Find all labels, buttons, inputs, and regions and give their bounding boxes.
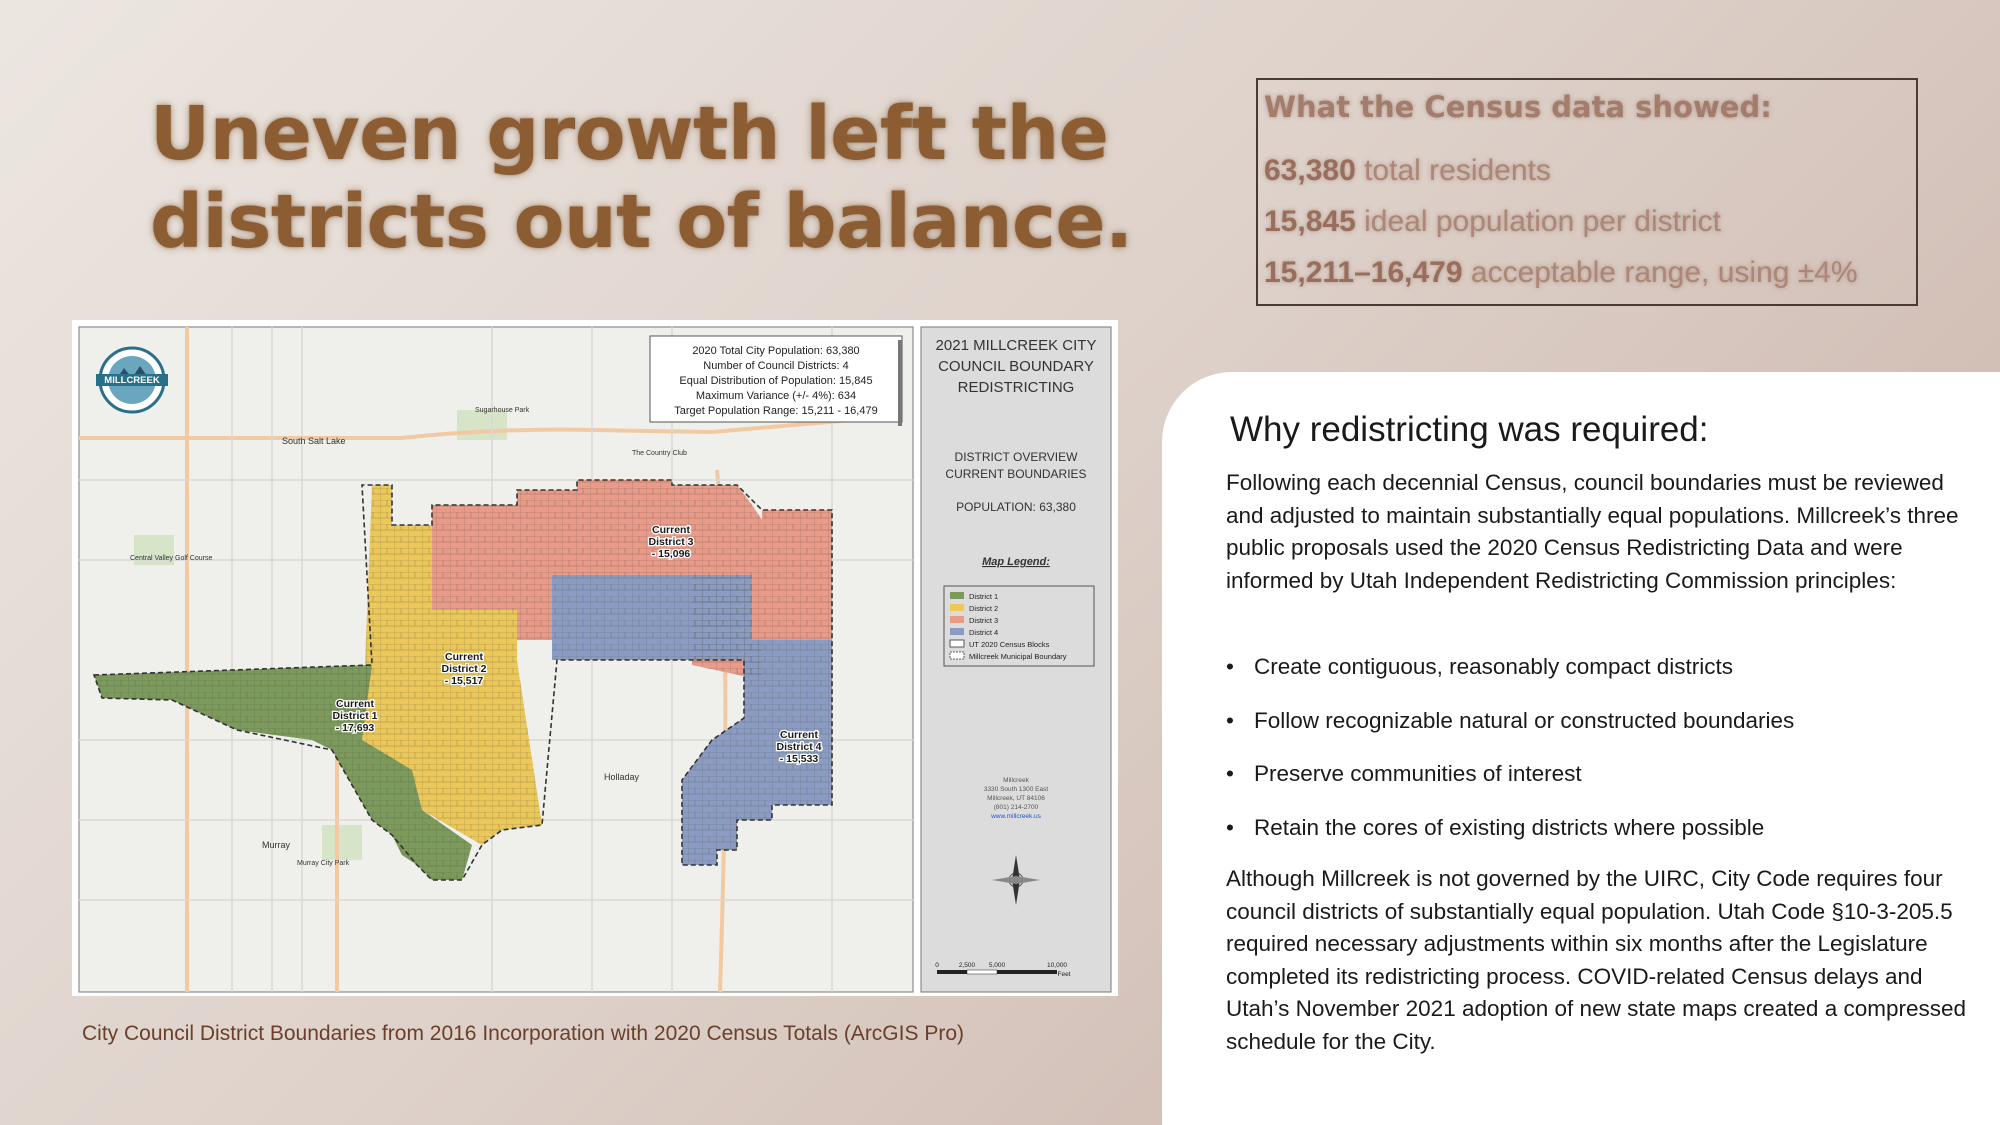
legend-label: District 2 (969, 604, 999, 613)
stats-line: Maximum Variance (+/- 4%): 634 (695, 390, 857, 402)
principle-item: • Retain the cores of existing districts where possible (1226, 812, 1794, 866)
principle-item: • Preserve communities of interest (1226, 758, 1794, 812)
map-sidebar (921, 327, 1111, 992)
census-row-total (1264, 154, 1910, 188)
place-label: The Country Club (632, 450, 687, 457)
legend-label: District 3 (969, 616, 999, 625)
district-label: District 3 (648, 536, 694, 548)
address-line: 3330 South 1300 East (983, 786, 1049, 793)
census-box-title: What the Census data showed: (1264, 90, 1772, 124)
district-population: - 17,693 (335, 722, 375, 734)
legend-label: District 4 (969, 628, 999, 637)
why-paragraph-1: Following each decennial Census, council boundaries must be reviewed and adjusted to maintain substantially equal populations. Millcreek’s three public proposals used the 2020 Census Redistricting Data and were informed by Utah Independent Redistricting Commission principles: (1226, 470, 1959, 593)
scale-label: 2,500 (958, 962, 976, 969)
headline-line-1: Uneven growth left the (150, 91, 1109, 177)
district-population: - 15,533 (779, 753, 819, 765)
legend-swatch (950, 616, 964, 623)
why-paragraph-2: Although Millcreek is not governed by the UIRC, City Code requires four council districts of substantially equal population. Utah Code §10-3-205.5 required necessary adjustments within six months after the Legislature completed its redistricting process. COVID-related Census delays and Utah’s November 2021 adoption of new state maps created a compressed schedule for the City. (1226, 866, 1967, 1054)
park-patch (457, 410, 507, 440)
sidebar-title: COUNCIL BOUNDARY (938, 358, 1094, 375)
district-map (72, 320, 1118, 996)
map-stats-box (650, 336, 902, 426)
sidebar-title: 2021 MILLCREEK CITY (935, 337, 1097, 354)
census-summary-box (1256, 78, 1918, 306)
place-label: South Salt Lake (282, 436, 346, 446)
stats-line: 2020 Total City Population: 63,380 (692, 345, 860, 357)
address-line: Millcreek, UT 84106 (987, 795, 1045, 802)
place-label: Holladay (604, 772, 640, 782)
logo-text: MILLCREEK (104, 375, 160, 386)
address-link: www.millcreek.us (991, 813, 1041, 820)
address-line: Millcreek (1003, 777, 1029, 784)
census-text: ideal population per district (1355, 205, 1721, 238)
census-value: 63,380 (1264, 154, 1356, 187)
legend-label: UT 2020 Census Blocks (969, 640, 1050, 649)
district-label: District 2 (441, 663, 487, 675)
headline-line-2: districts out of balance. (150, 179, 1133, 265)
district-label: Current (336, 698, 374, 710)
stats-line: Number of Council Districts: 4 (703, 360, 849, 372)
sidebar-overview: DISTRICT OVERVIEW (954, 450, 1078, 464)
scale-label: 5,000 (988, 962, 1006, 969)
census-row-ideal (1264, 205, 1910, 239)
census-value: 15,845 (1264, 205, 1356, 238)
stats-line: Target Population Range: 15,211 - 16,479 (674, 405, 878, 417)
principles-list (1226, 651, 1794, 865)
legend-title: Map Legend: (982, 556, 1050, 568)
place-label: Sugarhouse Park (475, 407, 530, 414)
legend-label: Millcreek Municipal Boundary (969, 652, 1067, 661)
legend-swatch (950, 592, 964, 599)
scale-unit: Feet (1057, 971, 1071, 978)
legend-swatch (950, 628, 964, 635)
scale-label: 0 (935, 962, 939, 969)
census-value: 15,211–16,479 (1264, 256, 1463, 289)
district-map-figure (72, 320, 1118, 996)
sidebar-overview: CURRENT BOUNDARIES (945, 467, 1087, 481)
district-label: District 4 (776, 741, 822, 753)
why-title: Why redistricting was required: (1230, 410, 1709, 449)
sidebar-population: POPULATION: 63,380 (956, 500, 1076, 514)
place-label: Murray City Park (297, 860, 350, 867)
district-label: Current (445, 651, 483, 663)
district-population: - 15,096 (651, 548, 691, 560)
district-label: District 1 (332, 710, 378, 722)
district-population: - 15,517 (444, 675, 484, 687)
census-text: acceptable range, using ±4% (1462, 256, 1858, 289)
census-row-range (1264, 256, 1910, 290)
place-label: Central Valley Golf Course (130, 555, 213, 562)
park-patch (322, 825, 362, 860)
scale-label: 10,000 (1047, 962, 1067, 969)
headline (150, 90, 1133, 266)
legend-swatch (950, 604, 964, 611)
district-label: Current (780, 729, 818, 741)
census-text: total residents (1355, 154, 1551, 187)
sidebar-title: REDISTRICTING (957, 379, 1075, 396)
district-label: Current (652, 524, 690, 536)
legend-swatch (950, 652, 964, 659)
address-line: (801) 214-2700 (993, 804, 1039, 811)
map-caption: City Council District Boundaries from 2016 Incorporation with 2020 Census Totals (ArcGIS Pro) (82, 1022, 964, 1045)
place-label: Murray (262, 840, 291, 850)
legend-swatch (950, 640, 964, 647)
legend-label: District 1 (969, 592, 999, 601)
stats-line: Equal Distribution of Population: 15,845 (679, 375, 873, 387)
principle-item: • Follow recognizable natural or constructed boundaries (1226, 705, 1794, 759)
principle-item: • Create contiguous, reasonably compact districts (1226, 651, 1794, 705)
